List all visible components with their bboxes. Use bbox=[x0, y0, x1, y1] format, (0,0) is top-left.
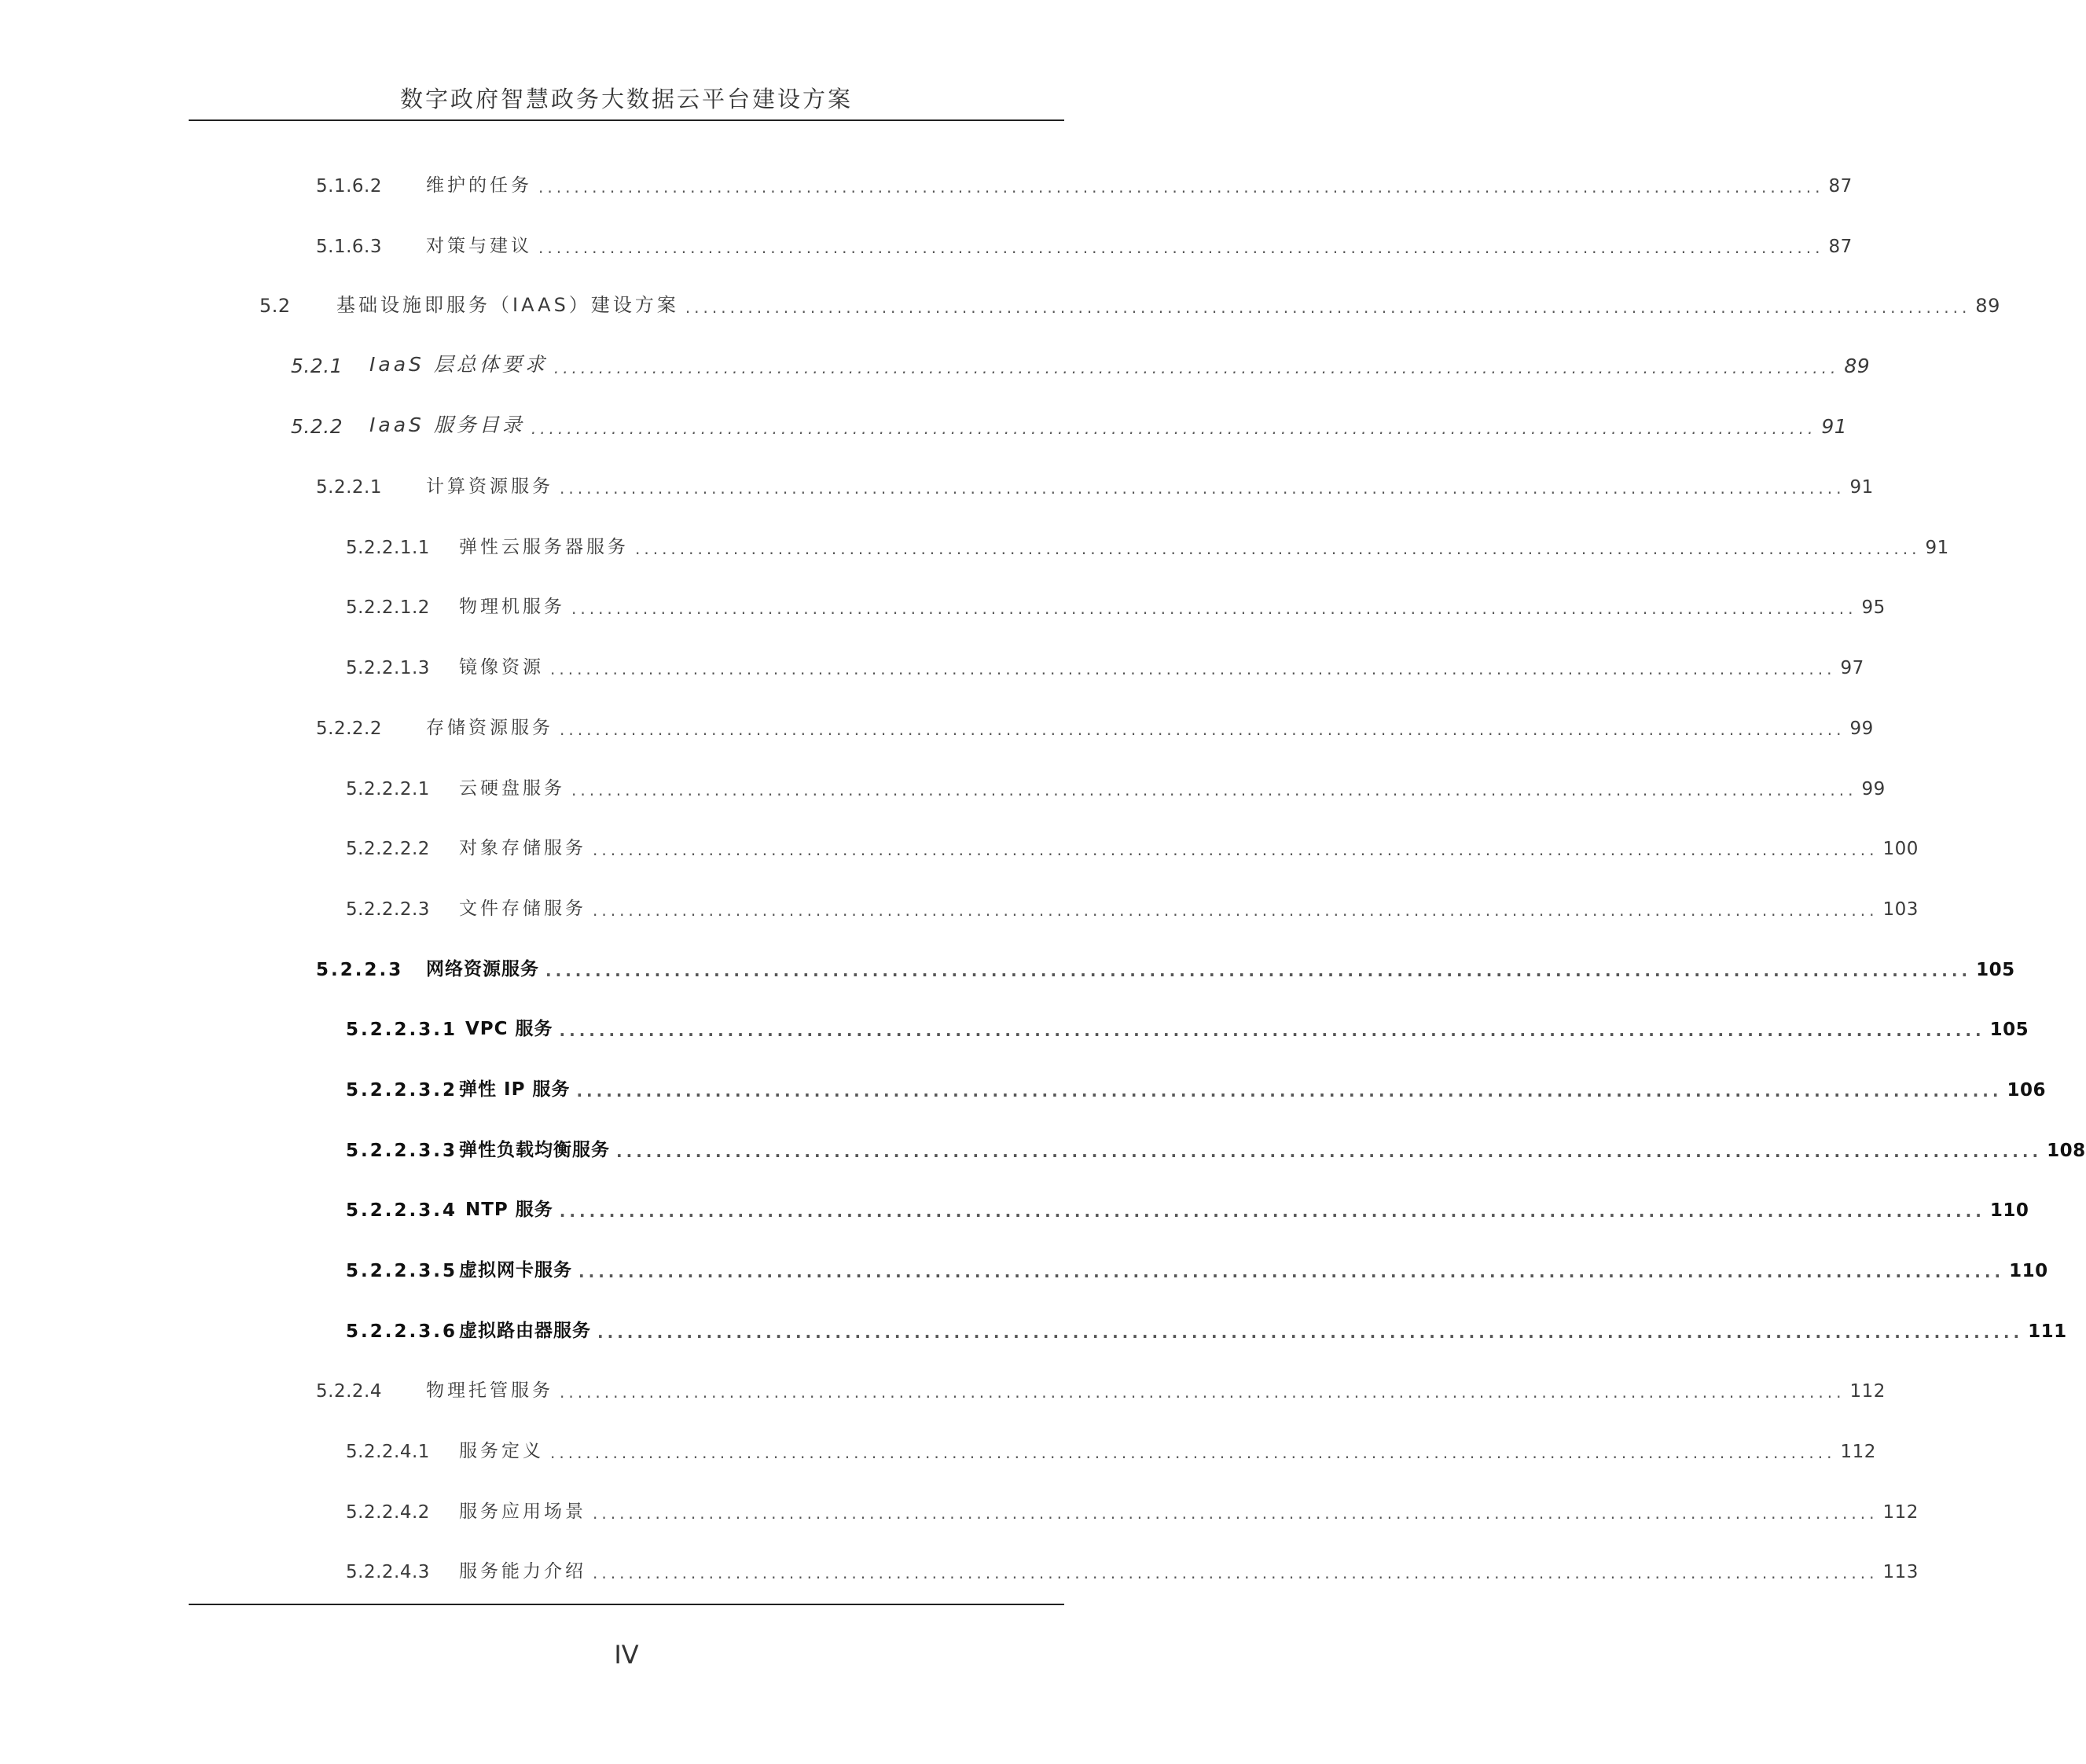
toc-entry-title: IaaS 服务目录 bbox=[369, 413, 525, 436]
toc-leader-dots: ................................................................................................................................................ bbox=[593, 901, 1879, 920]
toc-entry-page: 87 bbox=[1828, 237, 1853, 257]
toc-entry-page: 113 bbox=[1882, 1562, 1919, 1582]
toc-entry-title: VPC 服务 bbox=[465, 1019, 553, 1039]
toc-entry[interactable] bbox=[316, 165, 1853, 197]
toc-entry-number: 5.2.2.2.1 bbox=[346, 779, 430, 799]
toc-entry-page: 91 bbox=[1821, 415, 1848, 438]
toc-entry-number: 5.2.2.3.5 bbox=[346, 1261, 457, 1281]
toc-entry-number: 5.2.2.2 bbox=[316, 718, 382, 739]
toc-entry-title: 虚拟网卡服务 bbox=[459, 1260, 572, 1281]
toc-leader-dots: ................................................................................................................................................ bbox=[597, 1323, 2024, 1342]
toc-leader-dots: ................................................................................................................................................ bbox=[593, 840, 1879, 859]
toc-entry-page: 87 bbox=[1828, 176, 1853, 197]
toc-entry[interactable] bbox=[316, 1370, 1886, 1402]
toc-entry-title: 物理托管服务 bbox=[426, 1380, 553, 1401]
toc-entry[interactable] bbox=[346, 1009, 2029, 1040]
toc-entry-page: 99 bbox=[1861, 779, 1886, 799]
toc-entry-title: 计算资源服务 bbox=[426, 476, 553, 497]
toc-leader-dots: ................................................................................................................................................ bbox=[559, 1021, 1985, 1040]
toc-leader-dots: ................................................................................................................................................ bbox=[538, 178, 1824, 197]
toc-entry-page: 99 bbox=[1849, 718, 1874, 739]
toc-entry-number: 5.2 bbox=[259, 295, 291, 317]
toc-entry-page: 100 bbox=[1882, 839, 1919, 859]
toc-leader-dots: ................................................................................................................................................ bbox=[550, 660, 1836, 678]
toc-leader-dots: ................................................................................................................................................ bbox=[635, 539, 1921, 558]
toc-entry-number: 5.2.2.4.3 bbox=[346, 1562, 430, 1582]
toc-entry[interactable] bbox=[346, 828, 1919, 859]
toc-entry-number: 5.2.2.4.2 bbox=[346, 1502, 430, 1523]
toc-entry-number: 5.2.1 bbox=[291, 355, 343, 377]
toc-leader-dots: ................................................................................................................................................ bbox=[550, 1443, 1836, 1462]
toc-leader-dots: ................................................................................................................................................ bbox=[685, 298, 1971, 317]
toc-entry-number: 5.2.2.1.3 bbox=[346, 658, 430, 678]
toc-entry[interactable] bbox=[346, 1551, 1919, 1582]
toc-entry-number: 5.2.2.3.1 bbox=[346, 1020, 457, 1040]
toc-entry-title: 弹性 IP 服务 bbox=[459, 1079, 571, 1100]
toc-leader-dots: ................................................................................................................................................ bbox=[578, 1262, 2005, 1281]
toc-entry-number: 5.2.2.4.1 bbox=[346, 1442, 430, 1462]
toc-entry-number: 5.2.2.1.2 bbox=[346, 597, 430, 618]
footer-divider bbox=[189, 1604, 1064, 1605]
toc-leader-dots: ................................................................................................................................................ bbox=[560, 479, 1845, 498]
toc-entry-number: 5.2.2.2.3 bbox=[346, 899, 430, 920]
toc-entry-page: 112 bbox=[1840, 1442, 1876, 1462]
toc-entry[interactable] bbox=[346, 586, 1886, 618]
toc-entry-number: 5.2.2.3.3 bbox=[346, 1141, 457, 1161]
toc-entry-title: 网络资源服务 bbox=[426, 959, 539, 979]
toc-entry-page: 108 bbox=[2047, 1141, 2086, 1161]
toc-entry-page: 89 bbox=[1844, 355, 1871, 377]
toc-leader-dots: ................................................................................................................................................ bbox=[531, 419, 1817, 438]
toc-entry-number: 5.2.2.3.4 bbox=[346, 1200, 457, 1221]
toc-entry[interactable] bbox=[291, 346, 1871, 377]
toc-entry-page: 106 bbox=[2007, 1080, 2047, 1101]
page-number: IV bbox=[614, 1640, 639, 1670]
toc-entry-page: 91 bbox=[1849, 477, 1874, 498]
toc-entry-page: 112 bbox=[1882, 1502, 1919, 1523]
toc-leader-dots: ................................................................................................................................................ bbox=[553, 358, 1840, 377]
toc-entry-title: 弹性云服务器服务 bbox=[459, 537, 629, 557]
toc-entry-number: 5.2.2.1.1 bbox=[346, 538, 430, 558]
toc-leader-dots: ................................................................................................................................................ bbox=[560, 1383, 1845, 1402]
toc-entry-number: 5.2.2.4 bbox=[316, 1381, 382, 1402]
toc-entry-title: 服务能力介绍 bbox=[459, 1561, 586, 1582]
toc-entry-page: 97 bbox=[1840, 658, 1864, 678]
toc-entry[interactable] bbox=[316, 707, 1874, 739]
toc-entry-number: 5.2.2.3.6 bbox=[346, 1321, 457, 1342]
toc-entry-title: 物理机服务 bbox=[459, 597, 565, 617]
toc-entry[interactable] bbox=[346, 1310, 2067, 1342]
toc-entry-title: 云硬盘服务 bbox=[459, 778, 565, 799]
toc-entry-title: IaaS 层总体要求 bbox=[369, 353, 548, 376]
toc-entry-title: 服务应用场景 bbox=[459, 1501, 586, 1522]
toc-entry-page: 91 bbox=[1925, 538, 1949, 558]
toc-leader-dots: ................................................................................................................................................ bbox=[571, 599, 1857, 618]
toc-entry-number: 5.2.2.3.2 bbox=[346, 1080, 457, 1101]
toc-entry-title: 镜像资源 bbox=[459, 657, 544, 678]
toc-entry-page: 103 bbox=[1882, 899, 1919, 920]
toc-leader-dots: ................................................................................................................................................ bbox=[545, 961, 1972, 980]
toc-entry-title: 服务定义 bbox=[459, 1441, 544, 1461]
toc-leader-dots: ................................................................................................................................................ bbox=[571, 781, 1857, 799]
toc-entry[interactable] bbox=[346, 1250, 2048, 1281]
toc-entry-number: 5.2.2 bbox=[291, 415, 343, 438]
toc-entry-page: 105 bbox=[1989, 1020, 2029, 1040]
toc-entry-title: 对策与建议 bbox=[426, 236, 532, 256]
toc-entry[interactable] bbox=[316, 949, 2015, 980]
toc-entry[interactable] bbox=[346, 768, 1886, 799]
toc-entry-title: 存储资源服务 bbox=[426, 718, 553, 738]
toc-entry[interactable] bbox=[259, 285, 2000, 317]
toc-leader-dots: ................................................................................................................................................ bbox=[559, 1202, 1985, 1221]
toc-entry[interactable] bbox=[346, 1431, 1876, 1462]
toc-entry[interactable] bbox=[316, 466, 1874, 498]
toc-entry[interactable] bbox=[346, 527, 1949, 558]
toc-entry[interactable] bbox=[346, 1069, 2047, 1101]
toc-leader-dots: ................................................................................................................................................ bbox=[593, 1504, 1879, 1523]
toc-entry[interactable] bbox=[346, 1189, 2029, 1221]
toc-entry-title: 对象存储服务 bbox=[459, 838, 586, 858]
toc-leader-dots: ................................................................................................................................................ bbox=[616, 1142, 2043, 1161]
toc-entry-page: 89 bbox=[1975, 295, 2000, 317]
toc-entry-page: 95 bbox=[1861, 597, 1886, 618]
toc-entry-title: 虚拟路由器服务 bbox=[459, 1321, 591, 1341]
toc-leader-dots: ................................................................................................................................................ bbox=[576, 1082, 2003, 1101]
toc-entry[interactable] bbox=[346, 1130, 2086, 1161]
toc-entry-number: 5.2.2.2.2 bbox=[346, 839, 430, 859]
toc-entry-number: 5.2.2.1 bbox=[316, 477, 382, 498]
toc-entry-page: 112 bbox=[1849, 1381, 1886, 1402]
toc-leader-dots: ................................................................................................................................................ bbox=[538, 238, 1824, 257]
toc-leader-dots: ................................................................................................................................................ bbox=[560, 720, 1845, 739]
toc-entry-title: NTP 服务 bbox=[465, 1200, 553, 1220]
running-header-title: 数字政府智慧政务大数据云平台建设方案 bbox=[399, 86, 853, 112]
toc-entry[interactable] bbox=[346, 647, 1864, 678]
toc-entry-number: 5.2.2.3 bbox=[316, 960, 404, 980]
toc-entry-number: 5.1.6.2 bbox=[316, 176, 382, 197]
toc-entry-title: 文件存储服务 bbox=[459, 899, 586, 919]
toc-entry-page: 111 bbox=[2028, 1321, 2067, 1342]
toc-entry[interactable] bbox=[291, 406, 1848, 438]
header-divider bbox=[189, 119, 1064, 121]
toc-entry-title: 维护的任务 bbox=[426, 175, 532, 196]
toc-entry-page: 110 bbox=[2009, 1261, 2048, 1281]
toc-entry-page: 105 bbox=[1976, 960, 2015, 980]
toc-entry-title: 弹性负载均衡服务 bbox=[459, 1140, 610, 1160]
toc-entry-number: 5.1.6.3 bbox=[316, 237, 382, 257]
toc-entry[interactable] bbox=[346, 1491, 1919, 1523]
toc-entry-title: 基础设施即服务（IAAS）建设方案 bbox=[336, 294, 679, 316]
toc-entry[interactable] bbox=[346, 888, 1919, 920]
toc-leader-dots: ................................................................................................................................................ bbox=[593, 1564, 1879, 1582]
toc-entry-page: 110 bbox=[1989, 1200, 2029, 1221]
toc-entry[interactable] bbox=[316, 226, 1853, 257]
